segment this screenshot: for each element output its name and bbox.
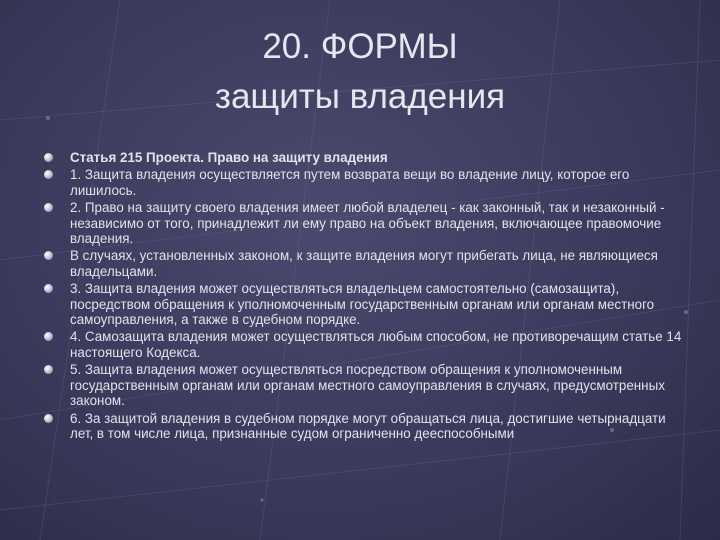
bullet-text: 6. За защитой владения в судебном порядке могут обращаться лица, достигшие четырнадцати лет, в том числе лица, признанные судом ограниченно дееспособными — [70, 410, 666, 441]
bullet-icon — [44, 170, 53, 179]
bullet-icon — [44, 365, 53, 374]
bullet-item — [44, 362, 684, 408]
bullet-icon — [44, 153, 53, 162]
bullet-item — [44, 200, 684, 246]
bullet-icon — [44, 332, 53, 341]
bullet-text: 5. Защита владения может осуществляться посредством обращения к уполномоченным государственным органам или органам местного самоуправления в случаях, предусмотренных законом. — [70, 362, 665, 409]
bullet-item — [44, 411, 684, 442]
bullet-text: 3. Защита владения может осуществляться владельцем самостоятельно (самозащита), посредством обращения к уполномоченным государственным органам или органам местного самоуправления, а также в судебном порядке. — [70, 281, 655, 328]
bullet-item — [44, 281, 684, 327]
bullet-text: 2. Право на защиту своего владения имеет любой владелец - как законный, так и незаконный - независимо от того, принадлежит ли ему право на объект владения, включающее правомочие владения. — [70, 200, 665, 247]
bullet-item — [44, 248, 684, 279]
bullet-list — [44, 150, 684, 443]
bullet-item — [44, 167, 684, 198]
bullet-text: 4. Самозащита владения может осуществляться любым способом, не противоречащим статье 14 настоящего Кодекса. — [70, 329, 682, 360]
bullet-item — [44, 329, 684, 360]
slide-title — [0, 22, 720, 122]
bullet-icon — [44, 203, 53, 212]
bullet-item — [44, 150, 684, 165]
bullet-icon — [44, 251, 53, 260]
bullet-icon — [44, 284, 53, 293]
slide-title-line1: 20. ФОРМЫ — [262, 27, 458, 66]
bullet-text: Статья 215 Проекта. Право на защиту владения — [70, 150, 388, 165]
bullet-icon — [44, 414, 53, 423]
slide-title-line2: защиты владения — [214, 77, 506, 116]
bullet-text: В случаях, установленных законом, к защите владения могут прибегать лица, не являющиеся владельцами. — [70, 248, 658, 279]
bullet-text: 1. Защита владения осуществляется путем возврата вещи во владение лицу, которое его лишилось. — [70, 167, 630, 198]
